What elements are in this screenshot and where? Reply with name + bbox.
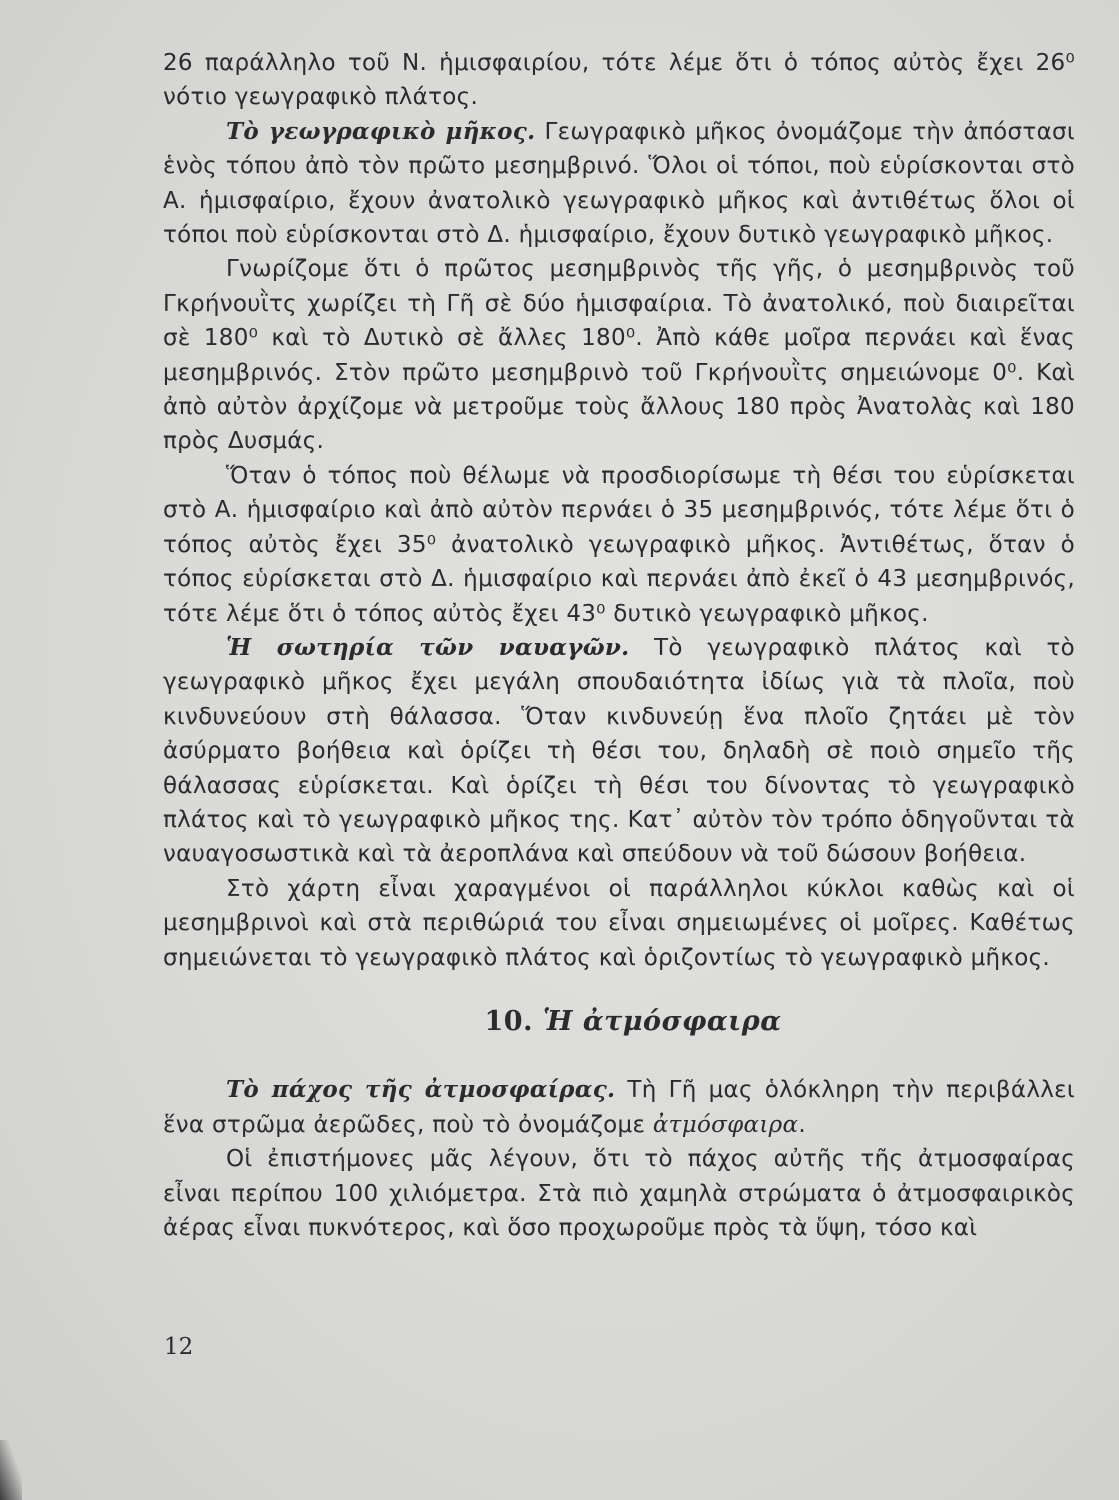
- paragraph-text: Οἱ ἐπιστήμονες μᾶς λέγουν, ὅτι τὸ πάχος αὐτῆς τῆς ἀτμοσφαίρας εἶναι περίπου 100 χιλιόμετρα. Στὰ πιὸ χαμηλὰ στρώματα ὁ ἀτμοσφαιρικὸς ἀέρας εἶναι πυκνότερος, καὶ ὅσο προχωροῦμε πρὸς τὰ ὕψη, τόσο καὶ: [163, 1146, 1075, 1241]
- paragraph: [163, 631, 1075, 872]
- paragraph: [163, 872, 1075, 975]
- paragraph: [163, 459, 1075, 631]
- paragraph-text: Γνωρίζομε ὅτι ὁ πρῶτος μεσημβρινὸς τῆς γῆς, ὁ μεσημβρινὸς τοῦ Γκρήνουῒτς χωρίζει τὴ Γῆ σὲ δύο ἡμισφαίρια. Τὸ ἀνατολικό, ποὺ διαιρεῖται σὲ 180⁰ καὶ τὸ Δυτικὸ σὲ ἄλλες 180⁰. Ἀπὸ κάθε μοῖρα περνάει καὶ ἕνας μεσημβρινός. Στὸν πρῶτο μεσημβρινὸ τοῦ Γκρήνουῒτς σημειώνομε 0⁰. Καὶ ἀπὸ αὐτὸν ἀρχίζομε νὰ μετροῦμε τοὺς ἄλλους 180 πρὸς Ἀνατολὰς καὶ 180 πρὸς Δυσμάς.: [163, 256, 1075, 455]
- scan-corner-shadow: [0, 1440, 22, 1500]
- paragraph-tail: .: [798, 1111, 806, 1138]
- paragraph: [163, 1073, 1075, 1142]
- paragraph-text: 26 παράλληλο τοῦ Ν. ἡμισφαιρίου, τότε λέμε ὅτι ὁ τόπος αὐτὸς ἔχει 26⁰ νότιο γεωγραφικὸ πλάτος.: [163, 50, 1075, 111]
- page-text-block: [163, 46, 1075, 1245]
- section-number: 10.: [484, 1005, 533, 1037]
- paragraph-text: Τὴ Γῆ μας ὁλόκληρη τὴν περιβάλλει ἕνα στρῶμα ἀερῶδες, ποὺ τὸ ὀνομάζομε: [163, 1077, 1076, 1138]
- paragraph-text: Στὸ χάρτη εἶναι χαραγμένοι οἱ παράλληλοι κύκλοι καθὼς καὶ οἱ μεσημβρινοὶ καὶ στὰ περιθώριά του εἶναι σημειωμένες οἱ μοῖρες. Καθέτως σημειώνεται τὸ γεωγραφικὸ πλάτος καὶ ὁριζοντίως τὸ γεωγραφικὸ μῆκος.: [163, 875, 1075, 971]
- paragraph-text: Ὅταν ὁ τόπος ποὺ θέλωμε νὰ προσδιορίσωμε τὴ θέσι του εὑρίσκεται στὸ Α. ἡμισφαίριο καὶ ἀπὸ αὐτὸν περνάει ὁ 35 μεσημβρινός, τότε λέμε ὅτι ὁ τόπος αὐτὸς ἔχει 35⁰ ἀνατολικὸ γεωγραφικὸ μῆκος. Ἀντιθέτως, ὅταν ὁ τόπος εὑρίσκεται στὸ Δ. ἡμισφαίριο καὶ περνάει ἀπὸ ἐκεῖ ὁ 43 μεσημβρινός, τότε λέμε ὅτι ὁ τόπος αὐτὸς ἔχει 43⁰ δυτικὸ γεωγραφικὸ μῆκος.: [163, 462, 1075, 627]
- paragraph-heading: Τὸ πάχος τῆς ἀτμοσφαίρας.: [226, 1076, 616, 1104]
- paragraph: [163, 1142, 1075, 1245]
- paragraph-text: Τὸ γεωγραφικὸ πλάτος καὶ τὸ γεωγραφικὸ μῆκος ἔχει μεγάλη σπουδαιότητα ἰδίως γιὰ τὰ πλοῖα, ποὺ κινδυνεύουν στὴ θάλασσα. Ὅταν κινδυνεύῃ ἕνα πλοῖο ζητάει μὲ τὸν ἀσύρματο βοήθεια καὶ ὁρίζει τὴ θέσι του, δηλαδὴ σὲ ποιὸ σημεῖο τῆς θάλασσας εὑρίσκεται. Καὶ ὁρίζει τὴ θέσι του δίνοντας τὸ γεωγραφικὸ πλάτος καὶ τὸ γεωγραφικὸ μῆκος της. Κατ᾽ αὐτὸν τὸν τρόπο ὁδηγοῦνται τὰ ναυαγοσωστικὰ καὶ τὰ ἀεροπλάνα καὶ σπεύδουν νὰ τοῦ δώσουν βοήθεια.: [163, 634, 1075, 868]
- section-heading: [163, 1005, 1075, 1039]
- paragraph: [163, 46, 1075, 115]
- paragraph-text: Γεωγραφικὸ μῆκος ὀνομάζομε τὴν ἀπόστασι ἑνὸς τόπου ἀπὸ τὸν πρῶτο μεσημβρινό. Ὅλοι οἱ τόποι, ποὺ εὑρίσκονται στὸ Α. ἡμισφαίριο, ἔχουν ἀνατολικὸ γεωγραφικὸ μῆκος καὶ ἀντιθέτως ὅλοι οἱ τόποι ποὺ εὑρίσκονται στὸ Δ. ἡμισφαίριο, ἔχουν δυτικὸ γεωγραφικὸ μῆκος.: [163, 118, 1075, 249]
- page-number: 12: [164, 1334, 194, 1360]
- paragraph-heading: Ἡ σωτηρία τῶν ναυαγῶν.: [226, 633, 630, 661]
- section-title: Ἡ ἀτμόσφαιρα: [542, 1005, 782, 1037]
- term-atmosphere: ἀτμόσφαιρα: [652, 1111, 799, 1138]
- paragraph: [163, 252, 1075, 458]
- paragraph-heading: Τὸ γεωγραφικὸ μῆκος.: [226, 117, 536, 145]
- paragraph: [163, 115, 1075, 253]
